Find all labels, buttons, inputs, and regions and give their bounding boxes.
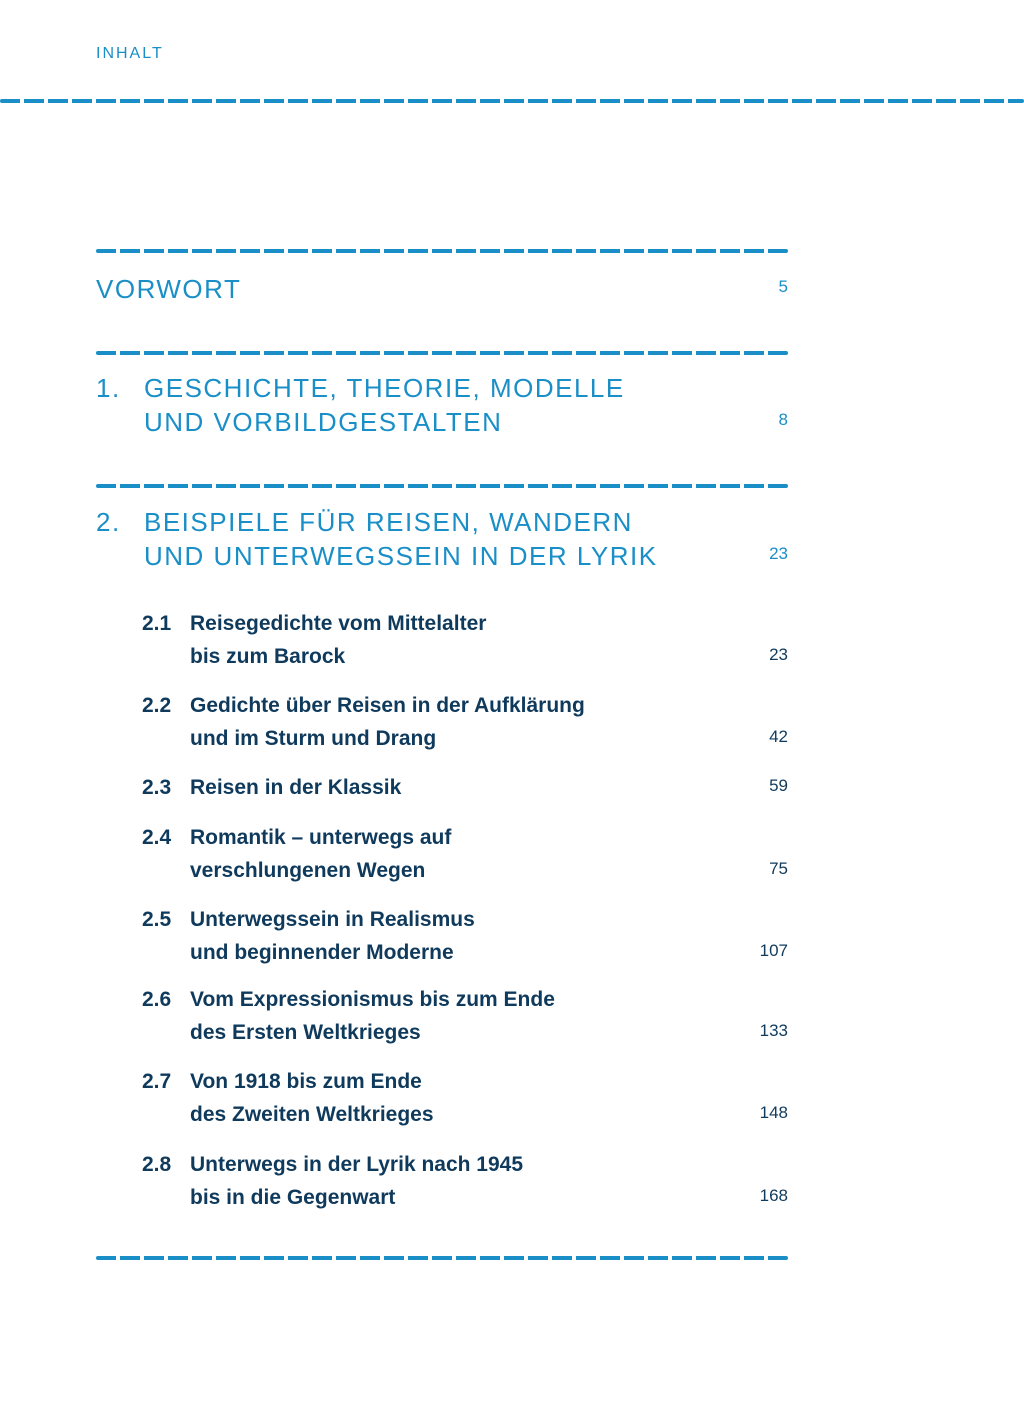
toc-entry-section-2-6[interactable]: [96, 983, 788, 1049]
chapter-number: 1.: [96, 373, 121, 403]
section-number: 2.7: [142, 1070, 172, 1093]
section-title-line: Unterwegs in der Lyrik nach 1945: [190, 1153, 524, 1176]
toc-entry-chapter-1[interactable]: [96, 371, 788, 439]
section-title-line: bis in die Gegenwart: [190, 1186, 396, 1209]
toc-entry-page: 23: [769, 544, 788, 563]
toc-entry-page: 23: [769, 645, 788, 664]
toc-entry-chapter-2[interactable]: [96, 505, 788, 573]
section-title-line: Vom Expressionismus bis zum Ende: [190, 988, 555, 1011]
section-title-line: Von 1918 bis zum Ende: [190, 1070, 422, 1093]
toc-entry-section-2-5[interactable]: [96, 903, 788, 969]
section-number: 2.5: [142, 908, 172, 931]
toc-entry-section-2-7[interactable]: [96, 1065, 788, 1131]
section-title-line: verschlungenen Wegen: [190, 859, 426, 882]
section-divider: [96, 351, 788, 355]
toc-entry-page: 148: [759, 1103, 788, 1122]
section-title-line: des Ersten Weltkrieges: [190, 1021, 421, 1044]
section-number: 2.1: [142, 612, 172, 635]
section-divider: [96, 249, 788, 253]
running-header: INHALT: [96, 45, 164, 62]
chapter-number: 2.: [96, 507, 121, 537]
header-divider: [0, 99, 1024, 103]
section-title-line: und beginnender Moderne: [190, 941, 454, 964]
section-title-line: des Zweiten Weltkrieges: [190, 1103, 434, 1126]
chapter-title-line: GESCHICHTE, THEORIE, MODELLE: [144, 373, 625, 403]
chapter-title-line: BEISPIELE FÜR REISEN, WANDERN: [144, 507, 633, 537]
section-title-line: bis zum Barock: [190, 645, 346, 668]
section-number: 2.4: [142, 826, 172, 849]
toc-entry-page: 133: [759, 1021, 788, 1040]
section-title-line: Unterwegssein in Realismus: [190, 908, 475, 931]
toc-entry-section-2-3[interactable]: [96, 771, 788, 804]
toc-entry-section-2-4[interactable]: [96, 821, 788, 887]
section-number: 2.3: [142, 776, 172, 799]
section-title-line: Reisen in der Klassik: [190, 776, 402, 799]
section-divider: [96, 484, 788, 488]
chapter-title-line: UND VORBILDGESTALTEN: [144, 407, 503, 437]
toc-entry-page: 59: [769, 776, 788, 795]
toc-entry-preface[interactable]: [96, 272, 788, 306]
section-divider: [96, 1256, 788, 1260]
section-title-line: Gedichte über Reisen in der Aufklärung: [190, 694, 585, 717]
toc-entry-page: 107: [759, 941, 788, 960]
toc-entry-page: 75: [769, 859, 788, 878]
toc-entry-title: VORWORT: [96, 274, 242, 304]
toc-entry-page: 42: [769, 727, 788, 746]
toc-entry-page: 8: [778, 410, 788, 429]
section-number: 2.8: [142, 1153, 172, 1176]
toc-entry-section-2-1[interactable]: [96, 607, 788, 673]
toc-entry-section-2-8[interactable]: [96, 1148, 788, 1214]
toc-entry-page: 5: [778, 277, 788, 296]
section-number: 2.2: [142, 694, 172, 717]
section-title-line: und im Sturm und Drang: [190, 727, 437, 750]
section-title-line: Romantik – unterwegs auf: [190, 826, 452, 849]
chapter-title-line: UND UNTERWEGSSEIN IN DER LYRIK: [144, 541, 658, 571]
section-number: 2.6: [142, 988, 172, 1011]
section-title-line: Reisegedichte vom Mittelalter: [190, 612, 487, 635]
toc-entry-section-2-2[interactable]: [96, 689, 788, 755]
toc-entry-page: 168: [759, 1186, 788, 1205]
